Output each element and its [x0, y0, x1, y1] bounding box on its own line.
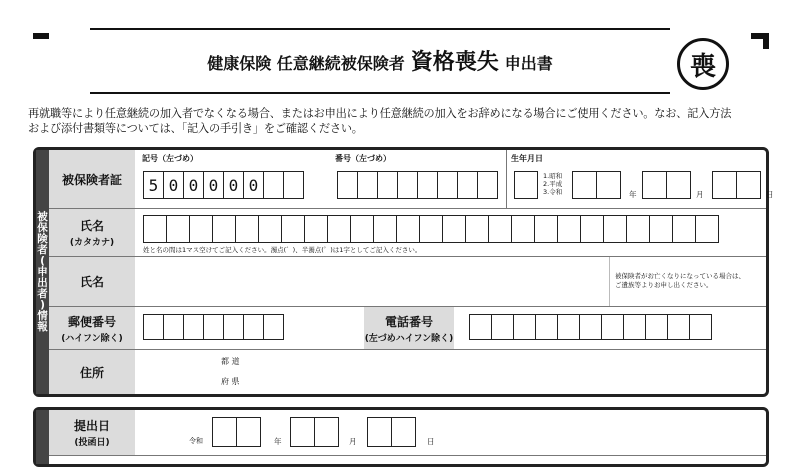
form-seal: 喪	[677, 38, 729, 90]
symbol-digit-box[interactable]: 0	[223, 171, 244, 199]
kana-char-box[interactable]	[672, 215, 696, 243]
sidebar-char: 出	[37, 276, 48, 289]
submission-day-unit: 日	[427, 437, 435, 446]
symbol-digit-box[interactable]: 0	[203, 171, 224, 199]
submission-year-unit: 年	[274, 437, 282, 446]
sidebar-char: 険	[37, 232, 48, 245]
birth-day-boxes[interactable]	[712, 171, 761, 199]
submission-year-digit-box[interactable]	[212, 417, 237, 447]
symbol-boxes[interactable]	[143, 171, 304, 199]
birth-year-unit: 年	[629, 190, 637, 199]
postal-digit-box[interactable]	[223, 314, 244, 340]
postal-code-boxes[interactable]	[143, 314, 284, 340]
symbol-digit-box[interactable]	[283, 171, 304, 199]
sidebar-char: 申	[37, 265, 48, 278]
phone-label-cell	[364, 307, 454, 349]
postal-sublabel: (ハイフン除く)	[61, 333, 123, 344]
instructions-line-1: 再就職等により任意継続の加入者でなくなる場合、またはお申出により任意継続の加入をお辞めになる場合にご使用ください。なお、記入方法	[28, 107, 732, 120]
kana-char-box[interactable]	[695, 215, 719, 243]
address-row	[49, 350, 766, 394]
address-label-cell	[49, 350, 135, 394]
phone-boxes[interactable]	[469, 314, 712, 340]
title-suffix: 申出書	[504, 54, 553, 73]
birth-era-box[interactable]	[514, 171, 538, 199]
submission-date-row	[49, 410, 766, 456]
title-rule-bottom	[90, 92, 670, 94]
submission-day-boxes[interactable]	[367, 417, 416, 447]
submission-month-boxes[interactable]	[290, 417, 339, 447]
birth-day-digit-box[interactable]	[736, 171, 761, 199]
phone-digit-box[interactable]	[557, 314, 580, 340]
name-note	[615, 272, 745, 290]
phone-digit-box[interactable]	[623, 314, 646, 340]
submission-label-cell	[49, 410, 135, 455]
kana-name-boxes[interactable]	[143, 215, 719, 243]
submission-year-digit-box[interactable]	[236, 417, 261, 447]
phone-digit-box[interactable]	[579, 314, 602, 340]
prefecture-suffix-1: 都 道	[221, 357, 240, 366]
number-label: 番号（左づめ）	[335, 154, 391, 163]
kana-char-box[interactable]	[327, 215, 351, 243]
submission-day-digit-box[interactable]	[367, 417, 392, 447]
postal-digit-box[interactable]	[163, 314, 184, 340]
kana-name-note: 姓と名の間は1マス空けてご記入ください。濁点(゛)、半濁点(゜)は1字としてご記入ください。	[143, 246, 422, 254]
birth-month-boxes[interactable]	[642, 171, 691, 199]
phone-digit-box[interactable]	[535, 314, 558, 340]
symbol-digit-box[interactable]	[263, 171, 284, 199]
kana-name-label: 氏名	[79, 219, 104, 233]
insurance-card-label-cell	[49, 150, 135, 208]
kana-char-box[interactable]	[580, 215, 604, 243]
number-digit-box[interactable]	[337, 171, 358, 199]
insurance-card-label: 被保険者証	[61, 172, 122, 187]
postal-digit-box[interactable]	[143, 314, 164, 340]
submission-month-digit-box[interactable]	[314, 417, 339, 447]
phone-digit-box[interactable]	[513, 314, 536, 340]
submission-panel	[33, 407, 769, 467]
birth-year-boxes[interactable]	[572, 171, 621, 199]
symbol-digit-box[interactable]: 0	[243, 171, 264, 199]
kana-char-box[interactable]	[258, 215, 282, 243]
kana-char-box[interactable]	[281, 215, 305, 243]
kana-name-row	[49, 209, 766, 257]
kana-char-box[interactable]	[189, 215, 213, 243]
sidebar-char: 報	[37, 320, 48, 333]
sidebar-char: 被	[37, 210, 48, 223]
kana-char-box[interactable]	[534, 215, 558, 243]
submission-label: 提出日	[73, 419, 110, 433]
era-heisei: 2.平成	[543, 180, 563, 188]
insurance-card-row	[49, 150, 774, 209]
name-note-divider	[609, 257, 610, 306]
era-reiwa: 3.令和	[543, 188, 563, 196]
number-digit-box[interactable]	[357, 171, 378, 199]
kana-name-label-cell	[49, 209, 135, 256]
name-row	[49, 257, 766, 307]
era-showa: 1.昭和	[543, 172, 563, 180]
symbol-label: 記号（左づめ）	[142, 154, 198, 163]
kana-char-box[interactable]	[235, 215, 259, 243]
number-digit-box[interactable]	[477, 171, 498, 199]
kana-char-box[interactable]	[511, 215, 535, 243]
sidebar-char: 者	[37, 243, 48, 256]
submission-sidebar	[36, 410, 49, 464]
symbol-digit-box[interactable]: 0	[163, 171, 184, 199]
kana-char-box[interactable]	[212, 215, 236, 243]
registration-mark-right-vertical	[763, 33, 769, 49]
submission-month-unit: 月	[349, 437, 357, 446]
birth-month-digit-box[interactable]	[666, 171, 691, 199]
title-rule-top	[90, 28, 670, 30]
symbol-digit-box[interactable]: 0	[183, 171, 204, 199]
kana-char-box[interactable]	[166, 215, 190, 243]
birth-day-unit: 日	[766, 190, 774, 199]
sidebar-char: 保	[37, 221, 48, 234]
submission-year-boxes[interactable]	[212, 417, 261, 447]
sidebar-char: 者	[37, 287, 48, 300]
kana-char-box[interactable]	[488, 215, 512, 243]
phone-digit-box[interactable]	[491, 314, 514, 340]
birth-month-unit: 月	[696, 190, 704, 199]
number-boxes[interactable]	[337, 171, 498, 199]
postal-label: 郵便番号	[67, 314, 116, 329]
birth-year-digit-box[interactable]	[596, 171, 621, 199]
phone-digit-box[interactable]	[601, 314, 624, 340]
kana-char-box[interactable]	[350, 215, 374, 243]
title-main: 資格喪失	[410, 50, 499, 75]
kana-char-box[interactable]	[442, 215, 466, 243]
phone-digit-box[interactable]	[689, 314, 712, 340]
number-digit-box[interactable]	[417, 171, 438, 199]
kana-char-box[interactable]	[649, 215, 673, 243]
phone-label: 電話番号	[384, 314, 433, 329]
number-digit-box[interactable]	[457, 171, 478, 199]
name-label-cell	[49, 257, 135, 306]
birth-divider	[506, 150, 507, 209]
symbol-digit-box[interactable]: 5	[143, 171, 164, 199]
number-digit-box[interactable]	[437, 171, 458, 199]
instructions	[28, 106, 788, 136]
registration-mark-left	[33, 33, 49, 39]
kana-char-box[interactable]	[304, 215, 328, 243]
sidebar-char: (	[40, 254, 45, 267]
birth-label: 生年月日	[511, 154, 543, 163]
phone-sublabel: (左づめハイフン除く)	[364, 333, 454, 344]
kana-char-box[interactable]	[465, 215, 489, 243]
insured-section-sidebar	[36, 150, 49, 394]
submission-era: 令和	[189, 437, 203, 445]
submission-sublabel: (投函日)	[74, 438, 110, 448]
kana-char-box[interactable]	[603, 215, 627, 243]
number-digit-box[interactable]	[377, 171, 398, 199]
kana-char-box[interactable]	[419, 215, 443, 243]
prefecture-suffix-2: 府 県	[221, 377, 240, 386]
postal-phone-row	[49, 307, 766, 350]
kana-char-box[interactable]	[396, 215, 420, 243]
birth-era-digit-box[interactable]	[514, 171, 538, 199]
kana-char-box[interactable]	[143, 215, 167, 243]
name-label: 氏名	[79, 275, 104, 289]
phone-digit-box[interactable]	[469, 314, 492, 340]
submission-month-digit-box[interactable]	[290, 417, 315, 447]
sidebar-char: )	[40, 298, 45, 311]
page-title	[90, 45, 670, 81]
phone-digit-box[interactable]	[667, 314, 690, 340]
kana-char-box[interactable]	[626, 215, 650, 243]
address-label: 住所	[79, 365, 104, 380]
name-note-line-2: ご遺族等よりお申し出ください。	[615, 281, 713, 289]
submission-day-digit-box[interactable]	[391, 417, 416, 447]
kana-char-box[interactable]	[373, 215, 397, 243]
birth-era-list	[543, 172, 562, 196]
birth-year-digit-box[interactable]	[572, 171, 597, 199]
phone-digit-box[interactable]	[645, 314, 668, 340]
kana-char-box[interactable]	[557, 215, 581, 243]
insured-info-panel	[33, 147, 774, 397]
number-digit-box[interactable]	[397, 171, 418, 199]
kana-name-sublabel: (カタカナ)	[69, 238, 115, 248]
name-note-line-1: 被保険者がお亡くなりになっている場合は、	[615, 272, 745, 280]
name-input-area[interactable]	[135, 257, 605, 306]
postal-digit-box[interactable]	[263, 314, 284, 340]
postal-digit-box[interactable]	[183, 314, 204, 340]
title-prefix: 健康保険 任意継続被保険者	[207, 54, 405, 73]
birth-day-digit-box[interactable]	[712, 171, 737, 199]
postal-digit-box[interactable]	[203, 314, 224, 340]
instructions-line-2: および添付書類等については、「記入の手引き」をご確認ください。	[28, 122, 363, 135]
postal-digit-box[interactable]	[243, 314, 264, 340]
sidebar-char: 情	[37, 309, 48, 322]
postal-label-cell	[49, 307, 135, 349]
birth-month-digit-box[interactable]	[642, 171, 667, 199]
